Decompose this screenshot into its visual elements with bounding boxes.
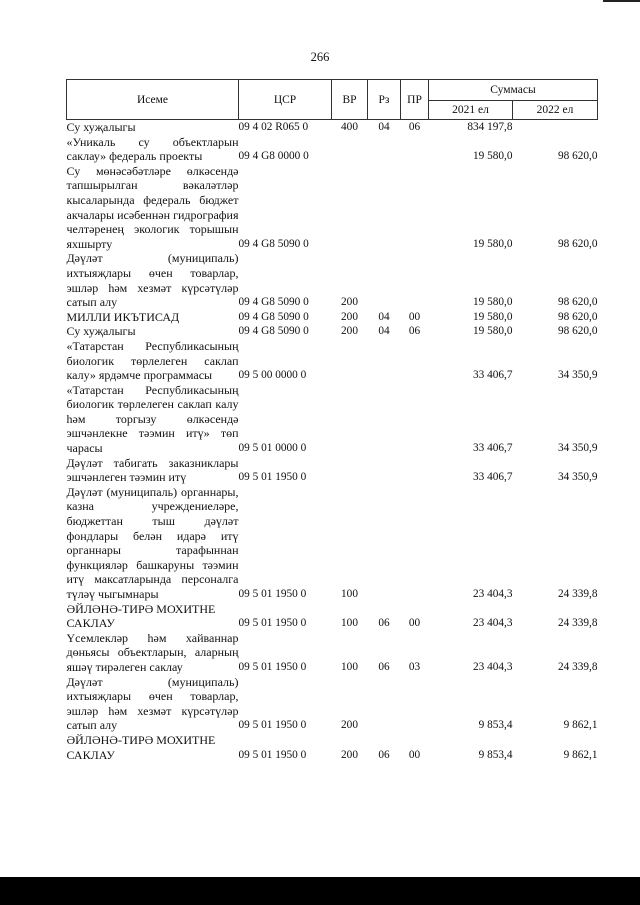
row-amount-2021: 19 580,0 [472, 237, 513, 250]
header-pr: ПР [401, 80, 429, 120]
row-name: Су хуҗалыгы [66, 324, 136, 339]
header-year-2021: 2021 ел [429, 100, 513, 120]
row-amount-2021: 834 197,8 [467, 121, 513, 133]
row-csr-code: 09 5 00 0000 0 [238, 369, 307, 382]
row-name: Дәүләт (муниципаль) ихтыяҗлары өчен товарлар, эшләр һәм хезмәт күрсәтүләр сатып алу [66, 674, 239, 733]
table-row [67, 339, 598, 383]
row-amount-2022: 34 350,9 [557, 442, 598, 455]
row-amount-2022: 98 620,0 [557, 150, 598, 163]
row-csr-code: 09 5 01 1950 0 [238, 588, 307, 600]
row-amount-2021: 19 580,0 [472, 150, 513, 163]
row-vr-code [332, 135, 368, 164]
row-vr-code: 100 [341, 660, 358, 673]
row-rz-code [368, 456, 401, 485]
row-rz-code: 06 [378, 617, 390, 630]
row-rz-code: 04 [378, 310, 390, 323]
row-pr-code: 03 [408, 660, 421, 673]
row-pr-code [401, 339, 429, 383]
row-rz-code: 06 [378, 748, 390, 761]
row-csr-code: 09 4 G8 5090 0 [238, 296, 309, 309]
row-amount-2021: 33 406,7 [472, 369, 513, 382]
row-vr-code: 100 [341, 617, 358, 630]
row-pr-code: 06 [408, 325, 421, 338]
row-csr-code: 09 4 G8 0000 0 [238, 150, 309, 163]
table-row [67, 631, 598, 675]
table-row [67, 383, 598, 456]
row-amount-2021: 23 404,3 [472, 588, 513, 600]
row-amount-2022: 34 350,9 [557, 471, 598, 484]
table-row [67, 456, 598, 485]
row-rz-code [368, 383, 401, 456]
row-amount-2021: 9 853,4 [478, 719, 513, 732]
row-amount-2021: 23 404,3 [472, 660, 513, 673]
row-pr-code [401, 456, 429, 485]
row-amount-2022: 98 620,0 [557, 296, 598, 309]
header-csr: ЦСР [239, 80, 332, 120]
row-name: МИЛЛИ ИКЪТИСАД [66, 309, 180, 324]
row-amount-2022 [513, 120, 598, 135]
page-number: 266 [310, 50, 330, 64]
row-vr-code: 200 [341, 325, 358, 338]
row-pr-code: 00 [408, 310, 421, 323]
table-row [67, 675, 598, 733]
row-pr-code [401, 485, 429, 602]
row-csr-code: 09 5 01 1950 0 [238, 660, 307, 673]
row-name: Дәүләт (муниципаль) ихтыяҗлары өчен товарлар, эшләр һәм хезмәт күрсәтүләр сатып алу [66, 251, 239, 310]
table-row [67, 324, 598, 339]
table-row [67, 164, 598, 252]
row-amount-2022: 98 620,0 [557, 325, 598, 338]
row-csr-code: 09 4 G8 5090 0 [238, 237, 309, 250]
scan-bottom-band [0, 877, 640, 905]
row-name: «Татарстан Республикасының биологик төрлелеген саклап калу һәм торгызу өлкәсендә эшчәнлекне тәэмин итү» төп чарасы [66, 382, 239, 456]
header-name: Исеме [67, 80, 239, 120]
row-name: Су хуҗалыгы [66, 120, 136, 134]
row-amount-2022: 9 862,1 [563, 719, 598, 732]
row-amount-2021: 19 580,0 [472, 310, 513, 323]
row-amount-2021: 19 580,0 [472, 325, 513, 338]
row-pr-code [401, 383, 429, 456]
row-amount-2022: 9 862,1 [563, 748, 598, 761]
table-row [67, 310, 598, 325]
row-rz-code [368, 164, 401, 252]
row-csr-code: 09 5 01 1950 0 [238, 748, 307, 761]
table-row [67, 733, 598, 762]
row-rz-code [368, 675, 401, 733]
row-amount-2021: 19 580,0 [472, 296, 513, 309]
table-row [67, 251, 598, 309]
row-name: Дәүләт (муниципаль) органнары, казна учреждениеләре, бюджеттан тыш дәүләт фондлары белән идарә итү органнары тарафыннан функцияләр башкаруны тәэмин итү максатларында персоналга түләү чыгымнары [66, 484, 239, 601]
row-pr-code: 06 [408, 121, 421, 133]
table-header [67, 80, 598, 120]
row-vr-code: 200 [341, 719, 358, 732]
row-vr-code [332, 383, 368, 456]
header-vr: ВР [332, 80, 368, 120]
table-body [67, 120, 598, 763]
row-pr-code [401, 251, 429, 309]
row-vr-code [332, 164, 368, 252]
row-vr-code: 200 [341, 310, 358, 323]
row-vr-code: 200 [341, 748, 358, 761]
row-name: Дәүләт табигать заказниклары эшчәнлеген тәэмин итү [66, 455, 239, 485]
row-vr-code: 100 [341, 588, 358, 600]
row-pr-code: 00 [408, 617, 421, 630]
row-name: «Уникаль су объектларын саклау» федераль проекты [66, 134, 239, 164]
row-pr-code [401, 135, 429, 164]
row-vr-code: 200 [341, 296, 358, 309]
table-row [67, 135, 598, 164]
row-csr-code: 09 5 01 1950 0 [238, 471, 307, 484]
row-amount-2021: 33 406,7 [472, 442, 513, 455]
row-csr-code: 09 5 01 1950 0 [238, 719, 307, 732]
row-vr-code [332, 339, 368, 383]
header-rz: Рз [368, 80, 401, 120]
table-row [67, 120, 598, 135]
row-vr-code [332, 456, 368, 485]
row-name: Су мөнәсәбәтләре өлкәсендә тапшырылган вәкаләтләр кысаларында федераль бюджет акчалары исәбеннән гидрография челтәренең экологик торышын яхшырту [66, 163, 239, 251]
row-csr-code: 09 4 G8 5090 0 [238, 310, 309, 323]
row-rz-code [368, 485, 401, 602]
row-name: «Татарстан Республикасының биологик төрлелеген саклап калу» ярдәмче программасы [66, 338, 239, 383]
row-name: ӘЙЛӘНӘ-ТИРӘ МОХИТНЕ САКЛАУ [66, 601, 216, 631]
scan-edge-mark [603, 0, 640, 2]
row-pr-code [401, 675, 429, 733]
table-row [67, 602, 598, 631]
row-rz-code: 04 [378, 121, 390, 133]
row-amount-2021: 33 406,7 [472, 471, 513, 484]
row-csr-code: 09 4 02 R065 0 [238, 121, 309, 133]
row-amount-2022: 24 339,8 [557, 617, 598, 630]
row-amount-2021: 9 853,4 [478, 748, 513, 761]
row-rz-code: 04 [378, 325, 390, 338]
row-csr-code: 09 5 01 1950 0 [238, 617, 307, 630]
row-csr-code: 09 4 G8 5090 0 [238, 325, 309, 338]
row-rz-code [368, 251, 401, 309]
row-pr-code: 00 [408, 748, 421, 761]
budget-table [66, 79, 598, 762]
header-sums: Суммасы [429, 80, 598, 101]
row-rz-code [368, 339, 401, 383]
row-name: Үсемлекләр һәм хайваннар дөньясы объектларын, аларның яшәү тирәлеген саклау [66, 630, 239, 674]
row-rz-code: 06 [378, 660, 390, 673]
row-csr-code: 09 5 01 0000 0 [238, 442, 307, 455]
table-row [67, 485, 598, 602]
row-amount-2021: 23 404,3 [472, 617, 513, 630]
row-pr-code [401, 164, 429, 252]
row-amount-2022: 34 350,9 [557, 369, 598, 382]
row-amount-2022: 98 620,0 [557, 237, 598, 250]
row-amount-2022: 98 620,0 [557, 310, 598, 323]
row-amount-2022: 24 339,8 [557, 660, 598, 673]
row-name: ӘЙЛӘНӘ-ТИРӘ МОХИТНЕ САКЛАУ [66, 732, 216, 762]
row-rz-code [368, 135, 401, 164]
row-vr-code: 400 [341, 121, 358, 133]
header-year-2022: 2022 ел [513, 100, 598, 120]
row-amount-2022: 24 339,8 [557, 588, 598, 600]
